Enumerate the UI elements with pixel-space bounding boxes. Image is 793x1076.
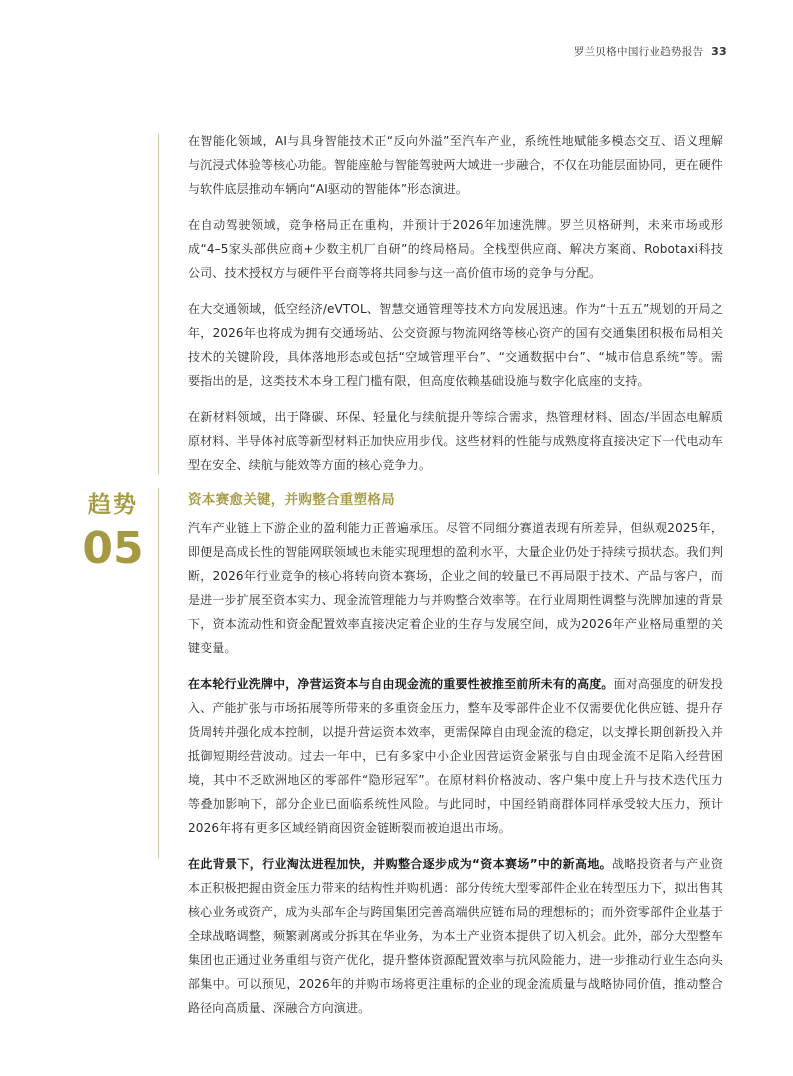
- intro-section: [188, 129, 723, 489]
- paragraph-mergers: [188, 852, 723, 1020]
- bottom-divider-line: [158, 488, 159, 858]
- paragraph-transportation: 在大交通领域，低空经济/eVTOL、智慧交通管理等技术方向发展迅速。作为“十五五”规划的开局之年，2026年也将成为拥有交通场站、公交资源与物流网络等核心资产的国有交通集团积极布局相关技术的关键阶段，具体落地形态或包括“空域管理平台”、“交通数据中台”、“城市信息系统”等。需要指出的是，这类技术本身工程门槛有限，但高度依赖基础设施与数字化底座的支持。: [188, 302, 723, 388]
- page-header: [574, 44, 727, 59]
- page-number: 33: [711, 45, 727, 58]
- paragraph-body: 面对高强度的研发投入、产能扩张与市场拓展等所带来的多重资金压力，整车及零部件企业不仅需要优化供应链、提升存货周转并强化成本控制，以提升营运资本效率，更需保障自由现金流的稳定，以支撑长期创新投入并抵御短期经营波动。过去一年中，已有多家中小企业因营运资金紧张与自由现金流不足陷入经营困境，其中不乏欧洲地区的零部件“隐形冠军”。在原材料价格波动、客户集中度上升与技术迭代压力等叠加影响下，部分企业已面临系统性风险。与此同时，中国经销商群体同样承受较大压力，预计2026年将有更多区域经销商因资金链断裂而被迫退出市场。: [188, 677, 723, 835]
- paragraph-lead: 在此背景下，行业淘汰进程加快，并购整合逐步成为“资本赛场”中的新高地。: [188, 857, 613, 871]
- paragraph-body: 战略投资者与产业资本正积极把握由资金压力带来的结构性并购机遇：部分传统大型零部件企业在转型压力下，拟出售其核心业务或资产，成为头部车企与跨国集团完善高端供应链布局的理想标的；而外资零部件企业基于全球战略调整，频繁剥离或分拆其在华业务，为本土产业资本提供了切入机会。此外，部分大型整车集团也正通过业务重组与资产优化，提升整体资源配置效率与抗风险能力，进一步推动行业生态向头部集中。可以预见，2026年的并购市场将更注重标的企业的现金流质量与战略协同价值，推动整合路径向高质量、深融合方向演进。: [188, 857, 723, 1015]
- paragraph-lead: 在本轮行业洗牌中，净营运资本与自由现金流的重要性被推至前所未有的高度。: [188, 677, 614, 691]
- paragraph-profit-pressure: [188, 516, 723, 660]
- paragraph-new-materials: 在新材料领域，出于降碳、环保、轻量化与续航提升等综合需求，热管理材料、固态/半固态电解质原材料、半导体衬底等新型材料正加快应用步伐。这些材料的性能与成熟度将直接决定下一代电动车型在安全、续航与能效等方面的核心竞争力。: [188, 410, 723, 472]
- paragraph-cash-flow: [188, 672, 723, 840]
- trend-label: 趋势: [88, 492, 138, 518]
- trend-number: 05: [82, 523, 144, 574]
- trend-section: [188, 516, 723, 1032]
- report-title: 罗兰贝格中国行业趋势报告: [573, 46, 704, 58]
- top-divider-line: [158, 134, 159, 474]
- trend-badge: [78, 490, 148, 574]
- paragraph-body: 汽车产业链上下游企业的盈利能力正普遍承压。尽管不同细分赛道表现有所差异，但纵观2025年，即便是高成长性的智能网联领域也未能实现理想的盈利水平，大量企业仍处于持续亏损状态。我们判断，2026年行业竞争的核心将转向资本赛场，企业之间的较量已不再局限于技术、产品与客户，而是进一步扩展至资本实力、现金流管理能力与并购整合效率等。在行业周期性调整与洗牌加速的背景下，资本流动性和资金配置效率直接决定着企业的生存与发展空间，成为2026年产业格局重塑的关键变量。: [188, 521, 723, 655]
- paragraph-intelligence: 在智能化领域，AI与具身智能技术正“反向外溢”至汽车产业，系统性地赋能多模态交互、语义理解与沉浸式体验等核心功能。智能座舱与智能驾驶两大域进一步融合，不仅在功能层面协同，更在硬件与软件底层推动车辆向“AI驱动的智能体”形态演进。: [188, 134, 723, 196]
- trend-title: 资本赛愈关键，并购整合重塑格局: [188, 492, 395, 508]
- paragraph-autonomous-driving: 在自动驾驶领域，竞争格局正在重构，并预计于2026年加速洗牌。罗兰贝格研判，未来市场或形成“4–5家头部供应商+少数主机厂自研”的终局格局。全栈型供应商、解决方案商、Robotaxi科技公司、技术授权方与硬件平台商等将共同参与这一高价值市场的竞争与分配。: [188, 218, 723, 280]
